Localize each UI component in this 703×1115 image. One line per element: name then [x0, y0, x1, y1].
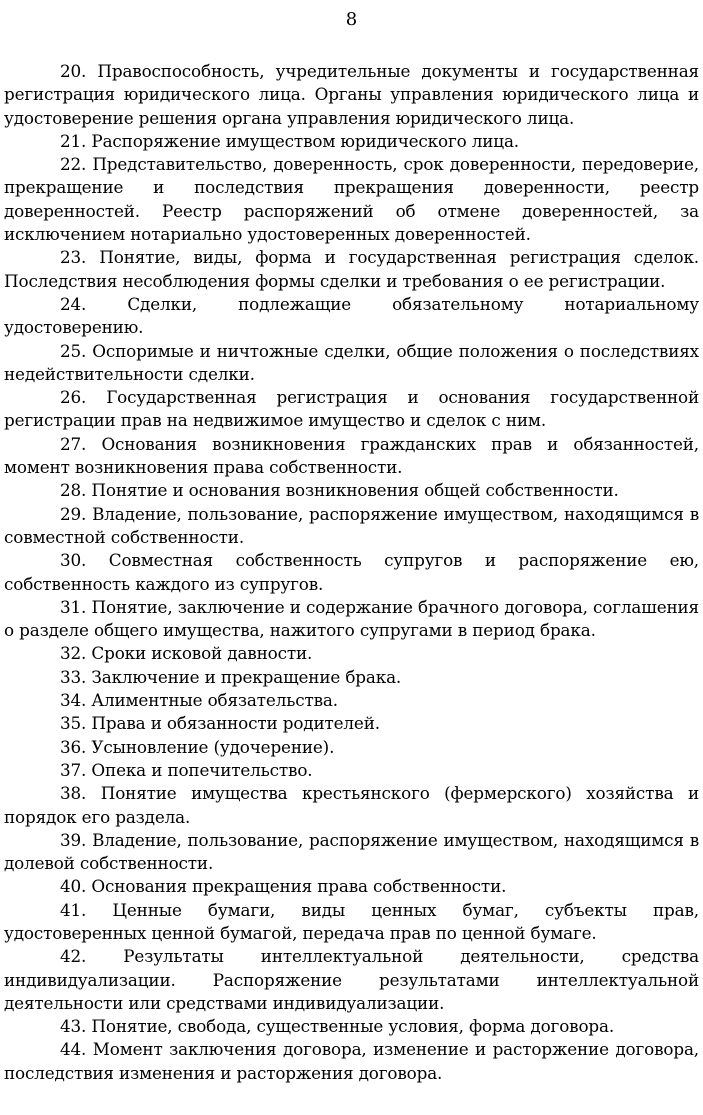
list-item: 32. Сроки исковой давности.	[60, 643, 313, 664]
list-item: 23. Понятие, виды, форма и государственная регистрация сделок. Последствия несоблюдения формы сделки и требования о ее регистрации.	[4, 247, 699, 291]
list-item: 40. Основания прекращения права собственности.	[60, 876, 507, 897]
list-item: 31. Понятие, заключение и содержание брачного договора, соглашения о разделе общего имущества, нажитого супругами в период брака.	[4, 596, 699, 641]
list-item: 22. Представительство, доверенность, срок доверенности, передоверие, прекращение и последствия прекращения доверенности, реестр доверенностей. Реестр распоряжений об отмене доверенностей, за исключением нотариально удостоверенных доверенностей.	[4, 154, 699, 245]
list-item: 42. Результаты интеллектуальной деятельности, средства индивидуализации. Распоряжение результатами интеллектуальной деятельности или средствами индивидуализации.	[4, 946, 699, 1013]
list-item: 37. Опека и попечительство.	[60, 759, 313, 780]
list-item: 20. Правоспособность, учредительные документы и государственная регистрация юридического лица. Органы управления юридического лица и удостоверение решения органа управления юридического лица.	[4, 61, 699, 128]
page-number: 8	[345, 9, 358, 30]
list-item: 27. Основания возникновения гражданских прав и обязанностей, момент возникновения права собственности.	[4, 433, 699, 478]
list-item: 39. Владение, пользование, распоряжение имуществом, находящимся в долевой собственности.	[4, 829, 699, 874]
list-item: 34. Алиментные обязательства.	[60, 690, 338, 711]
list-item: 25. Оспоримые и ничтожные сделки, общие положения о последствиях недействительности сделки.	[4, 340, 699, 384]
list-item: 38. Понятие имущества крестьянского (фермерского) хозяйства и порядок его раздела.	[4, 783, 699, 827]
exam-questions-list	[4, 60, 699, 1085]
list-item: 35. Права и обязанности родителей.	[60, 713, 380, 734]
list-item: 24. Сделки, подлежащие обязательному нотариальному удостоверению.	[4, 293, 699, 338]
list-item: 41. Ценные бумаги, виды ценных бумаг, субъекты прав, удостоверенных ценной бумагой, передача прав по ценной бумаге.	[4, 899, 699, 943]
list-item: 33. Заключение и прекращение брака.	[60, 666, 402, 687]
list-item: 26. Государственная регистрация и основания государственной регистрации прав на недвижимое имущество и сделок с ним.	[4, 387, 699, 431]
list-item: 21. Распоряжение имуществом юридического лица.	[60, 130, 519, 151]
list-item: 36. Усыновление (удочерение).	[60, 736, 335, 757]
list-item: 28. Понятие и основания возникновения общей собственности.	[60, 480, 619, 501]
list-item: 43. Понятие, свобода, существенные условия, форма договора.	[60, 1016, 615, 1037]
list-item: 29. Владение, пользование, распоряжение имуществом, находящимся в совместной собственности.	[4, 503, 699, 547]
list-item: 44. Момент заключения договора, изменение и расторжение договора, последствия изменения и расторжения договора.	[4, 1039, 699, 1083]
list-item: 30. Совместная собственность супругов и распоряжение ею, собственность каждого из супругов.	[4, 550, 699, 594]
